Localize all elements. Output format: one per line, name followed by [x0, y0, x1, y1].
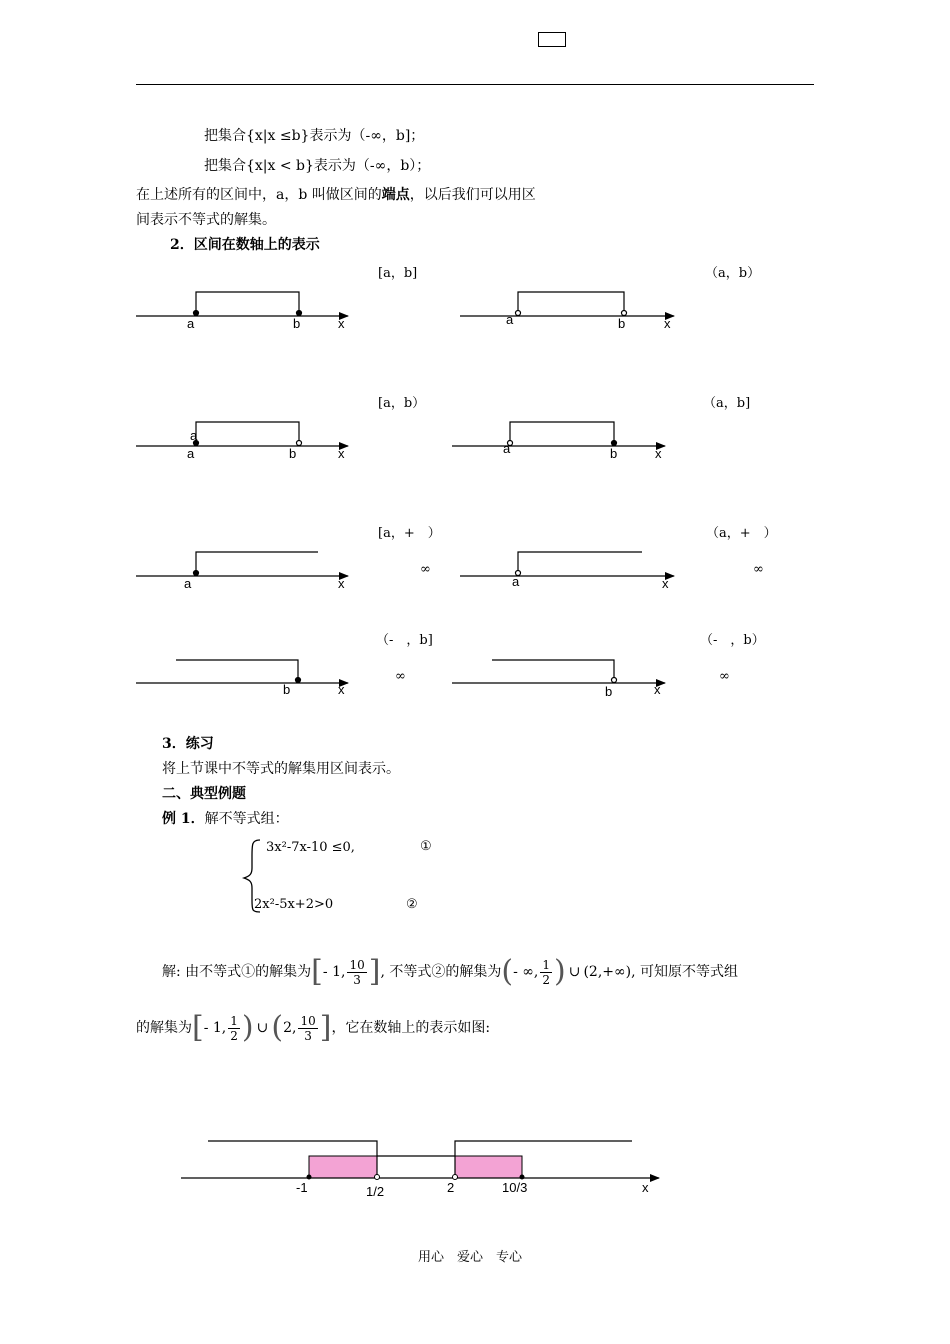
- axis-label-x: x: [338, 682, 345, 697]
- practice-text: 将上节课中不等式的解集用区间表示。: [162, 761, 400, 777]
- axis-label-x: x: [655, 446, 662, 461]
- section-3-title: 3．练习: [162, 736, 214, 752]
- example-1-text: 解不等式组：: [204, 811, 289, 827]
- axis-label-x: x: [642, 1180, 649, 1195]
- interval-label-half-open-right: [a，b）: [378, 396, 426, 411]
- inequality-1-mark: ①: [420, 839, 432, 854]
- axis-label-a: a: [190, 428, 198, 443]
- closed-endpoint: [307, 1175, 312, 1180]
- axis-label-b: b: [283, 682, 291, 697]
- axis-label-a: a: [187, 446, 195, 461]
- axis-label-x: x: [338, 446, 345, 461]
- interval-label-closed: [a，b]: [378, 266, 418, 281]
- tick-label: 10/3: [502, 1180, 528, 1195]
- infinity-symbol: ∞: [420, 562, 431, 577]
- interval-label-a-to-inf-closed: [a，+ ）: [378, 526, 441, 541]
- example-1-label: 例 1．: [162, 811, 205, 827]
- closed-endpoint: [520, 1175, 525, 1180]
- axis-label-x: x: [654, 682, 661, 697]
- interval-label-neg-inf-to-b-open: （- ，b）: [700, 633, 765, 648]
- axis-label-x: x: [662, 576, 669, 591]
- endpoints-paragraph-line2: 间表示不等式的解集。: [136, 212, 276, 228]
- solution-region-1: [309, 1156, 377, 1178]
- axis-label-a: a: [184, 576, 192, 591]
- section-2-title: 2．区间在数轴上的表示: [170, 237, 320, 253]
- axis-label-x: x: [338, 576, 345, 591]
- interval-label-neg-inf-to-b-closed: （- ，b]: [376, 633, 433, 648]
- tick-label: -1: [296, 1180, 308, 1195]
- endpoints-paragraph-line1: 在上述所有的区间中，a，b 叫做区间的端点，以后我们可以用区: [136, 187, 536, 203]
- interval-label-a-to-inf-open: （a，+ ）: [706, 526, 777, 541]
- axis-label-b: b: [293, 316, 301, 331]
- axis-label-a: a: [506, 312, 514, 327]
- solution-region-2: [455, 1156, 522, 1178]
- axis-label-a: a: [512, 574, 520, 589]
- tick-label: 1/2: [366, 1184, 385, 1199]
- inequality-1: 3x²-7x-10 ≤0,: [266, 840, 355, 855]
- infinity-symbol: ∞: [753, 562, 764, 577]
- part-2-title: 二、典型例题: [162, 786, 246, 802]
- inequality-2: 2x²-5x+2>0: [254, 897, 334, 912]
- infinity-symbol: ∞: [719, 669, 730, 684]
- axis-label-a: a: [187, 316, 195, 331]
- axis-label-a: a: [503, 441, 511, 456]
- tick-label: 2: [447, 1180, 455, 1195]
- axis-label-b: b: [610, 446, 618, 461]
- axis-label-b: b: [605, 684, 613, 699]
- solution-line-2: 的解集为 [ - 1, $\frac{1}{2}$ ) ∪ ( 2, $\frac{10}{3}$ ] ，它在数轴上的表示如图:: [136, 1010, 491, 1045]
- open-endpoint: [453, 1175, 458, 1180]
- set-line-1: 把集合{x|x ≤b}表示为（-∞，b]；: [204, 128, 425, 144]
- interval-label-half-open-left: （a，b]: [703, 396, 751, 411]
- axis-label-b: b: [289, 446, 297, 461]
- inequality-2-mark: ②: [406, 897, 418, 912]
- footer-text: 用心 爱心 专心: [418, 1250, 523, 1265]
- solution-line-1: 解: 由不等式①的解集为 [ - 1, $\frac{10}{3}$ ] , 不等式②的解集为 ( - ∞, $\frac{1}{2}$ ) ∪ (2,+∞) , 可知原不等式组: [162, 954, 739, 989]
- axis-label-b: b: [618, 316, 626, 331]
- infinity-symbol: ∞: [395, 669, 406, 684]
- interval-label-open: （a，b）: [705, 266, 761, 281]
- set-line-2: 把集合{x|x < b}表示为（-∞，b）；: [204, 158, 431, 174]
- axis-label-x: x: [664, 316, 671, 331]
- axis-label-x: x: [338, 316, 345, 331]
- open-endpoint: [375, 1175, 380, 1180]
